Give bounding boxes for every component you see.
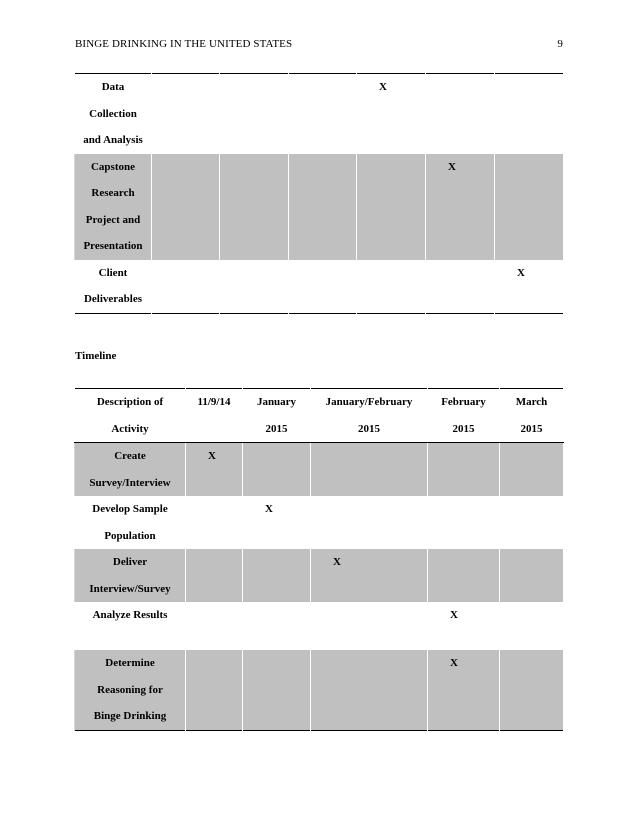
empty-cell [500,602,564,650]
empty-cell [220,260,289,314]
activity-label [75,443,186,497]
column-header [311,389,428,443]
schedule-mark-cell: X [495,260,564,314]
schedule-table-continued [74,73,564,314]
cell-text-line: Presentation [83,240,143,252]
page-header [75,38,563,50]
table-row [75,154,564,260]
activity-label [75,650,186,730]
schedule-mark-cell: X [428,650,500,730]
column-header [75,389,186,443]
cell-text-line: March [515,396,548,408]
cell-text-line: and Analysis [83,134,143,146]
activity-label [75,74,152,154]
empty-cell [243,549,311,602]
empty-cell [357,260,426,314]
empty-cell [426,260,495,314]
empty-cell [428,496,500,549]
empty-cell [428,443,500,497]
cell-text-line: Project and [85,213,141,226]
empty-cell [500,650,564,730]
cell-text-line: January/February [325,396,413,408]
empty-cell [152,74,220,154]
empty-cell [243,443,311,497]
timeline-heading: Timeline [75,350,117,362]
cell-text-line: Description of [96,396,164,408]
timeline-header-row [75,389,564,443]
activity-label [75,154,152,260]
cell-text-line: Research [91,187,135,199]
empty-cell [289,260,357,314]
cell-text-line: Deliverables [83,293,143,305]
cell-text-line: Binge Drinking [93,710,167,722]
running-head: BINGE DRINKING IN THE UNITED STATES [75,38,293,50]
cell-text-line: Data [101,81,125,93]
empty-cell [357,154,426,260]
cell-text-line: 2015 [520,422,543,435]
schedule-mark-cell: X [243,496,311,549]
cell-text-line: 2015 [358,422,380,435]
table-row [75,443,564,497]
cell-text-line: 2015 [265,422,288,435]
activity-label [75,260,152,314]
empty-cell [289,154,357,260]
empty-cell [186,549,243,602]
cell-text-line: Population [104,529,156,542]
table-row [75,260,564,314]
empty-cell [186,602,243,650]
empty-cell [311,650,428,730]
cell-text-line: February [441,396,486,408]
cell-text-line: Client [98,266,128,279]
empty-cell [243,602,311,650]
column-header [500,389,564,443]
empty-cell [500,549,564,602]
cell-text-line: Deliver [112,556,148,568]
empty-cell [152,154,220,260]
empty-cell [428,549,500,602]
schedule-mark-cell: X [186,443,243,497]
activity-label [75,549,186,602]
table-row [75,602,564,650]
cell-text-line: 11/9/14 [197,396,231,408]
empty-cell [500,496,564,549]
empty-cell [152,260,220,314]
cell-text-line: January [256,396,297,408]
empty-cell [311,602,428,650]
cell-text-line: Collection [89,107,137,120]
column-header [243,389,311,443]
empty-cell [311,443,428,497]
cell-text-line: Develop Sample [92,503,168,515]
table-row [75,496,564,549]
empty-cell [500,443,564,497]
activity-label [75,602,186,650]
empty-cell [495,154,564,260]
timeline-table [74,388,564,731]
empty-cell [311,496,428,549]
schedule-mark-cell: X [426,154,495,260]
empty-cell [289,74,357,154]
empty-cell [243,650,311,730]
cell-text-line: Interview/Survey [89,582,171,595]
cell-text-line: Analyze Results [92,609,168,621]
cell-text-line: Create [114,450,146,462]
activity-label [75,496,186,549]
column-header [428,389,500,443]
empty-cell [495,74,564,154]
table-row [75,650,564,730]
page-number: 9 [557,38,563,50]
empty-cell [186,650,243,730]
empty-cell [220,154,289,260]
schedule-mark-cell: X [311,549,428,602]
schedule-mark-cell: X [428,602,500,650]
table-row [75,74,564,154]
cell-text-line: Activity [111,422,149,435]
column-header [186,389,243,443]
cell-text-line: Determine [105,657,155,669]
table-row [75,549,564,602]
empty-cell [186,496,243,549]
empty-cell [220,74,289,154]
empty-cell [426,74,495,154]
cell-text-line: Capstone [90,160,135,173]
schedule-mark-cell: X [357,74,426,154]
cell-text-line: Reasoning for [97,683,163,696]
cell-text-line: 2015 [452,422,475,435]
cell-text-line: Survey/Interview [89,476,171,489]
